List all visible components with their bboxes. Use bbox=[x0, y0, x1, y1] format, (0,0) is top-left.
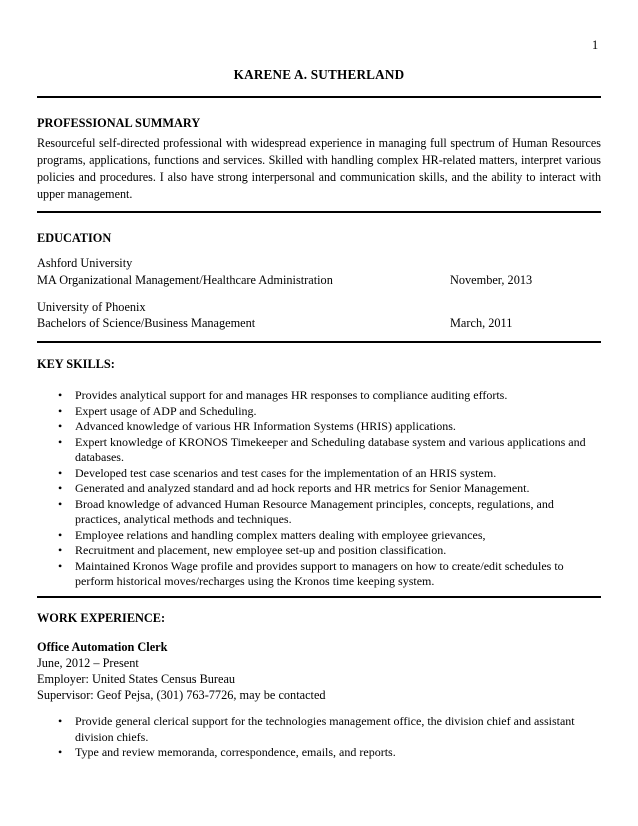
bullet-icon: • bbox=[58, 745, 63, 759]
section-divider bbox=[37, 211, 601, 213]
bullet-icon: • bbox=[58, 481, 63, 495]
education-school: Ashford University bbox=[37, 256, 133, 270]
education-date: March, 2011 bbox=[450, 316, 513, 330]
bullet-icon: • bbox=[58, 558, 63, 573]
job-employer: Employer: United States Census Bureau bbox=[37, 672, 236, 686]
bullet-icon: • bbox=[58, 419, 63, 433]
education-school: University of Phoenix bbox=[37, 300, 146, 314]
bullet-icon: • bbox=[58, 388, 63, 402]
list-item bbox=[37, 497, 601, 528]
skill-text: Maintained Kronos Wage profile and provides support to managers on how to create/edit schedules to perform historical moves/recharges using the Kronos time keeping system. bbox=[75, 558, 564, 588]
job-title: Office Automation Clerk bbox=[37, 640, 168, 654]
work-duties-list bbox=[37, 714, 601, 761]
list-item bbox=[37, 466, 601, 482]
list-item bbox=[37, 388, 601, 404]
job-supervisor: Supervisor: Geof Pejsa, (301) 763-7726, may be contacted bbox=[37, 688, 326, 702]
list-item bbox=[37, 528, 601, 544]
education-degree: Bachelors of Science/Business Management bbox=[37, 316, 256, 330]
bullet-icon: • bbox=[58, 465, 63, 480]
list-item bbox=[37, 714, 601, 745]
skills-heading: KEY SKILLS: bbox=[37, 357, 115, 371]
skill-text: Advanced knowledge of various HR Information Systems (HRIS) applications. bbox=[75, 419, 456, 433]
list-item bbox=[37, 543, 601, 559]
summary-heading: PROFESSIONAL SUMMARY bbox=[37, 116, 201, 130]
candidate-name: KARENE A. SUTHERLAND bbox=[233, 67, 405, 82]
skill-text: Recruitment and placement, new employee set-up and position classification. bbox=[75, 543, 447, 557]
skills-list bbox=[37, 388, 601, 590]
list-item bbox=[37, 419, 601, 435]
education-heading: EDUCATION bbox=[37, 231, 112, 245]
skill-text: Expert usage of ADP and Scheduling. bbox=[75, 403, 257, 418]
section-divider bbox=[37, 96, 601, 98]
page-number: 1 bbox=[592, 38, 599, 52]
education-degree: MA Organizational Management/Healthcare Administration bbox=[37, 273, 333, 287]
work-heading: WORK EXPERIENCE: bbox=[37, 611, 166, 625]
bullet-icon: • bbox=[58, 543, 63, 557]
skill-text: Expert knowledge of KRONOS Timekeeper and Scheduling database system and various applications and databases. bbox=[75, 434, 586, 464]
skill-text: Employee relations and handling complex matters dealing with employee grievances, bbox=[75, 527, 486, 542]
summary-text: Resourceful self-directed professional with widespread experience in managing full spectrum of Human Resources programs, applications, functions and services. Skilled with handling complex HR-related matters, interpret various policies and procedures. I also have strong interpersonal and communication skills, and the ability to interact with upper management. bbox=[37, 136, 601, 201]
list-item bbox=[37, 745, 601, 761]
skill-text: Provides analytical support for and manages HR responses to compliance auditing efforts. bbox=[75, 388, 508, 402]
bullet-icon: • bbox=[58, 714, 63, 728]
duty-text: Type and review memoranda, correspondence, emails, and reports. bbox=[75, 745, 396, 759]
list-item bbox=[37, 435, 601, 466]
education-date: November, 2013 bbox=[450, 273, 533, 287]
list-item bbox=[37, 404, 601, 420]
bullet-icon: • bbox=[58, 496, 63, 511]
bullet-icon: • bbox=[58, 434, 63, 449]
list-item bbox=[37, 559, 601, 590]
skill-text: Generated and analyzed standard and ad hock reports and HR metrics for Senior Management. bbox=[75, 481, 530, 495]
list-item bbox=[37, 481, 601, 497]
duty-text: Provide general clerical support for the technologies management office, the division chief and assistant division chiefs. bbox=[75, 714, 575, 744]
skill-text: Broad knowledge of advanced Human Resource Management principles, concepts, regulations, and practices, analytical methods and techniques. bbox=[75, 496, 554, 526]
bullet-icon: • bbox=[58, 403, 63, 418]
job-dates: June, 2012 – Present bbox=[37, 656, 139, 670]
bullet-icon: • bbox=[58, 527, 63, 542]
skill-text: Developed test case scenarios and test cases for the implementation of an HRIS system. bbox=[75, 465, 497, 480]
section-divider bbox=[37, 596, 601, 598]
section-divider bbox=[37, 341, 601, 343]
